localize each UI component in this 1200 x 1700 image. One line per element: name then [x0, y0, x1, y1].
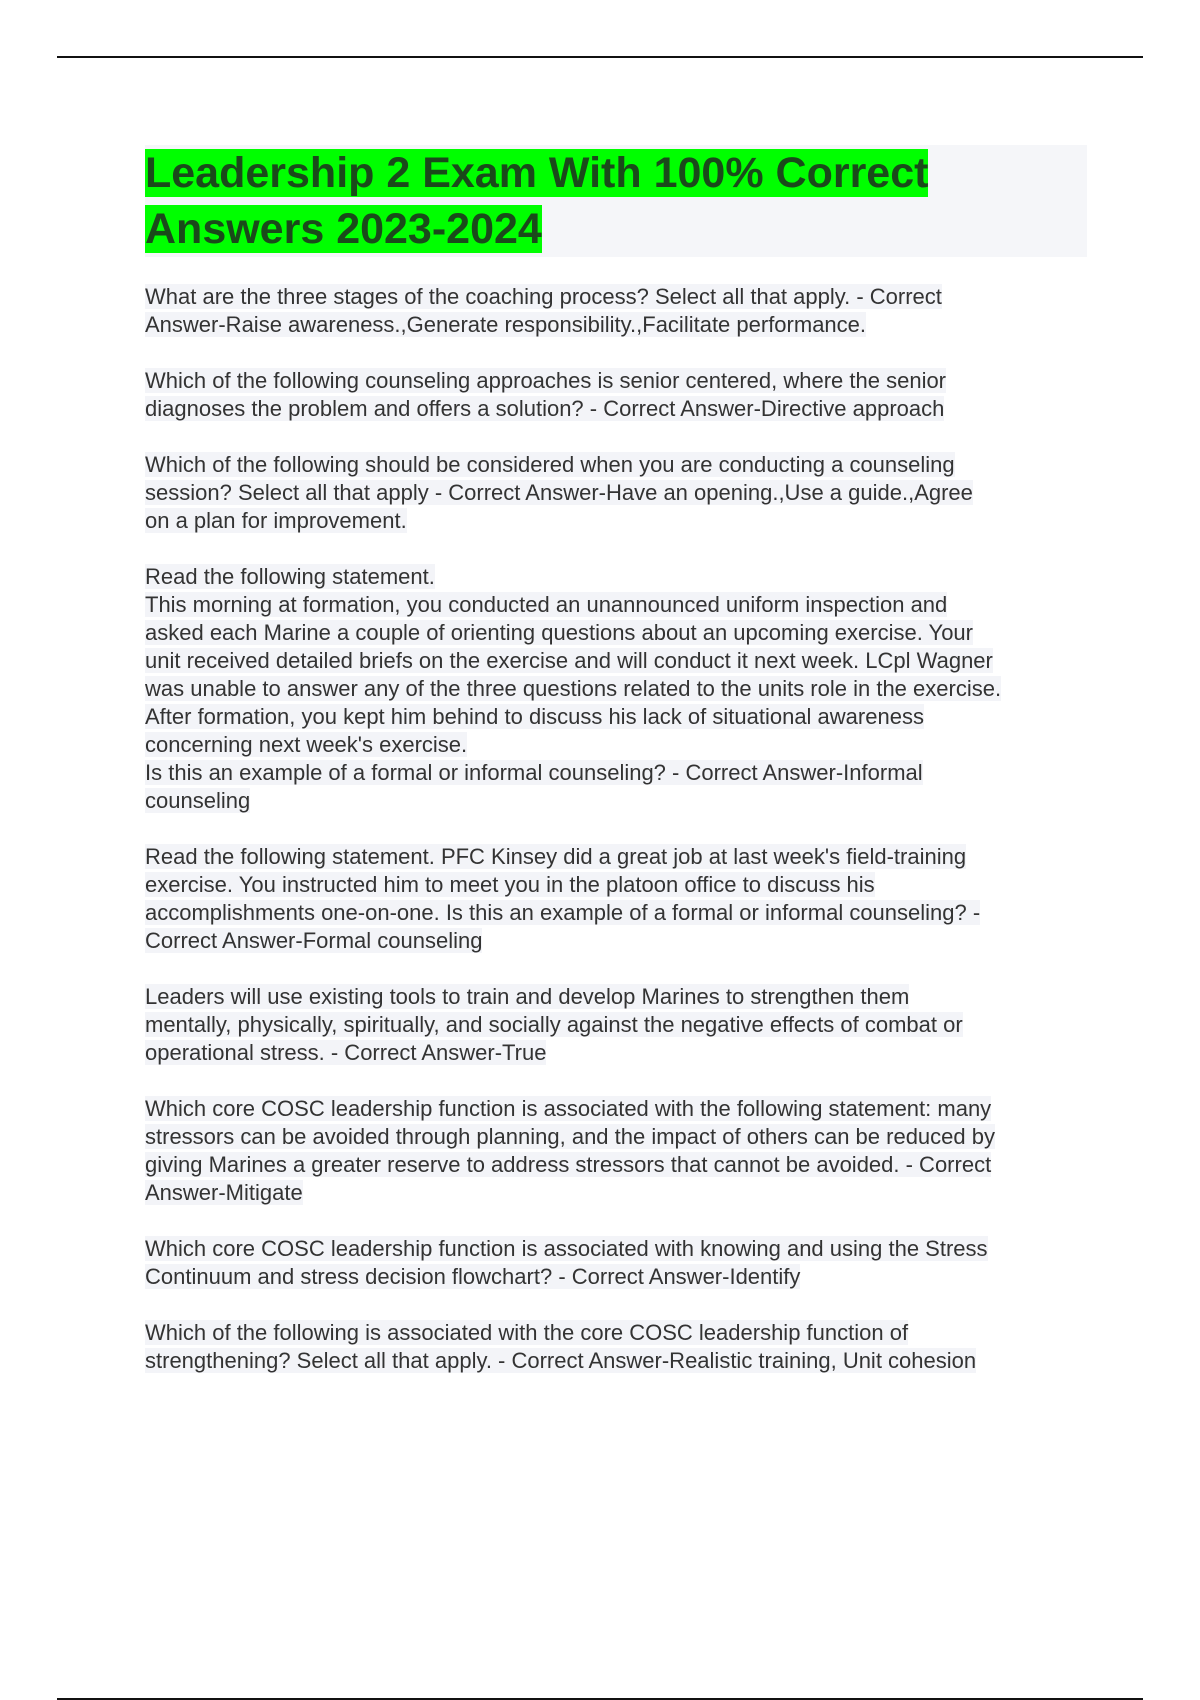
- qa-item: [145, 843, 1095, 955]
- qa-item: [145, 283, 1095, 339]
- qa-line: strengthening? Select all that apply. - Correct Answer-Realistic training, Unit cohesion: [145, 1348, 977, 1373]
- title-line-1: Leadership 2 Exam With 100% Correct: [145, 149, 929, 197]
- qa-list: [145, 283, 1095, 1403]
- qa-item: [145, 1319, 1095, 1375]
- document-title: [145, 145, 1087, 257]
- qa-item: [145, 451, 1095, 535]
- qa-line: asked each Marine a couple of orienting questions about an upcoming exercise. Your: [145, 620, 973, 645]
- qa-line: This morning at formation, you conducted an unannounced uniform inspection and: [145, 592, 948, 617]
- qa-line: After formation, you kept him behind to discuss his lack of situational awareness: [145, 704, 924, 729]
- qa-line: stressors can be avoided through planning, and the impact of others can be reduced by: [145, 1124, 995, 1149]
- qa-item: [145, 367, 1095, 423]
- qa-item: [145, 1235, 1095, 1291]
- qa-line: Answer-Mitigate: [145, 1180, 303, 1205]
- qa-item: [145, 1095, 1095, 1207]
- qa-line: Which of the following is associated with the core COSC leadership function of: [145, 1320, 909, 1345]
- top-rule: [57, 56, 1143, 58]
- title-block: [145, 145, 1087, 257]
- qa-line: session? Select all that apply - Correct Answer-Have an opening.,Use a guide.,Agree: [145, 480, 973, 505]
- qa-line: unit received detailed briefs on the exercise and will conduct it next week. LCpl Wagner: [145, 648, 993, 673]
- qa-line: giving Marines a greater reserve to address stressors that cannot be avoided. - Correct: [145, 1152, 992, 1177]
- qa-line: Read the following statement.: [145, 564, 435, 589]
- qa-line: What are the three stages of the coaching process? Select all that apply. - Correct: [145, 284, 942, 309]
- qa-line: Which of the following counseling approaches is senior centered, where the senior: [145, 368, 947, 393]
- qa-line: Leaders will use existing tools to train and develop Marines to strengthen them: [145, 984, 910, 1009]
- qa-line: Is this an example of a formal or informal counseling? - Correct Answer-Informal: [145, 760, 923, 785]
- qa-item: [145, 563, 1095, 815]
- qa-line: mentally, physically, spiritually, and socially against the negative effects of combat or: [145, 1012, 963, 1037]
- qa-line: was unable to answer any of the three questions related to the units role in the exercise.: [145, 676, 1002, 701]
- qa-line: on a plan for improvement.: [145, 508, 407, 533]
- qa-line: exercise. You instructed him to meet you in the platoon office to discuss his: [145, 872, 875, 897]
- qa-line: Correct Answer-Formal counseling: [145, 928, 483, 953]
- qa-line: Answer-Raise awareness.,Generate responsibility.,Facilitate performance.: [145, 312, 867, 337]
- qa-line: operational stress. - Correct Answer-True: [145, 1040, 547, 1065]
- qa-line: Which core COSC leadership function is associated with knowing and using the Stress: [145, 1236, 988, 1261]
- qa-line: concerning next week's exercise.: [145, 732, 468, 757]
- qa-line: counseling: [145, 788, 251, 813]
- qa-line: diagnoses the problem and offers a solution? - Correct Answer-Directive approach: [145, 396, 945, 421]
- qa-line: Continuum and stress decision flowchart? - Correct Answer-Identify: [145, 1264, 801, 1289]
- qa-line: Which core COSC leadership function is associated with the following statement: many: [145, 1096, 992, 1121]
- qa-item: [145, 983, 1095, 1067]
- qa-line: Which of the following should be considered when you are conducting a counseling: [145, 452, 955, 477]
- title-line-2: Answers 2023-2024: [145, 205, 542, 253]
- qa-line: Read the following statement. PFC Kinsey did a great job at last week's field-training: [145, 844, 967, 869]
- qa-line: accomplishments one-on-one. Is this an example of a formal or informal counseling? -: [145, 900, 981, 925]
